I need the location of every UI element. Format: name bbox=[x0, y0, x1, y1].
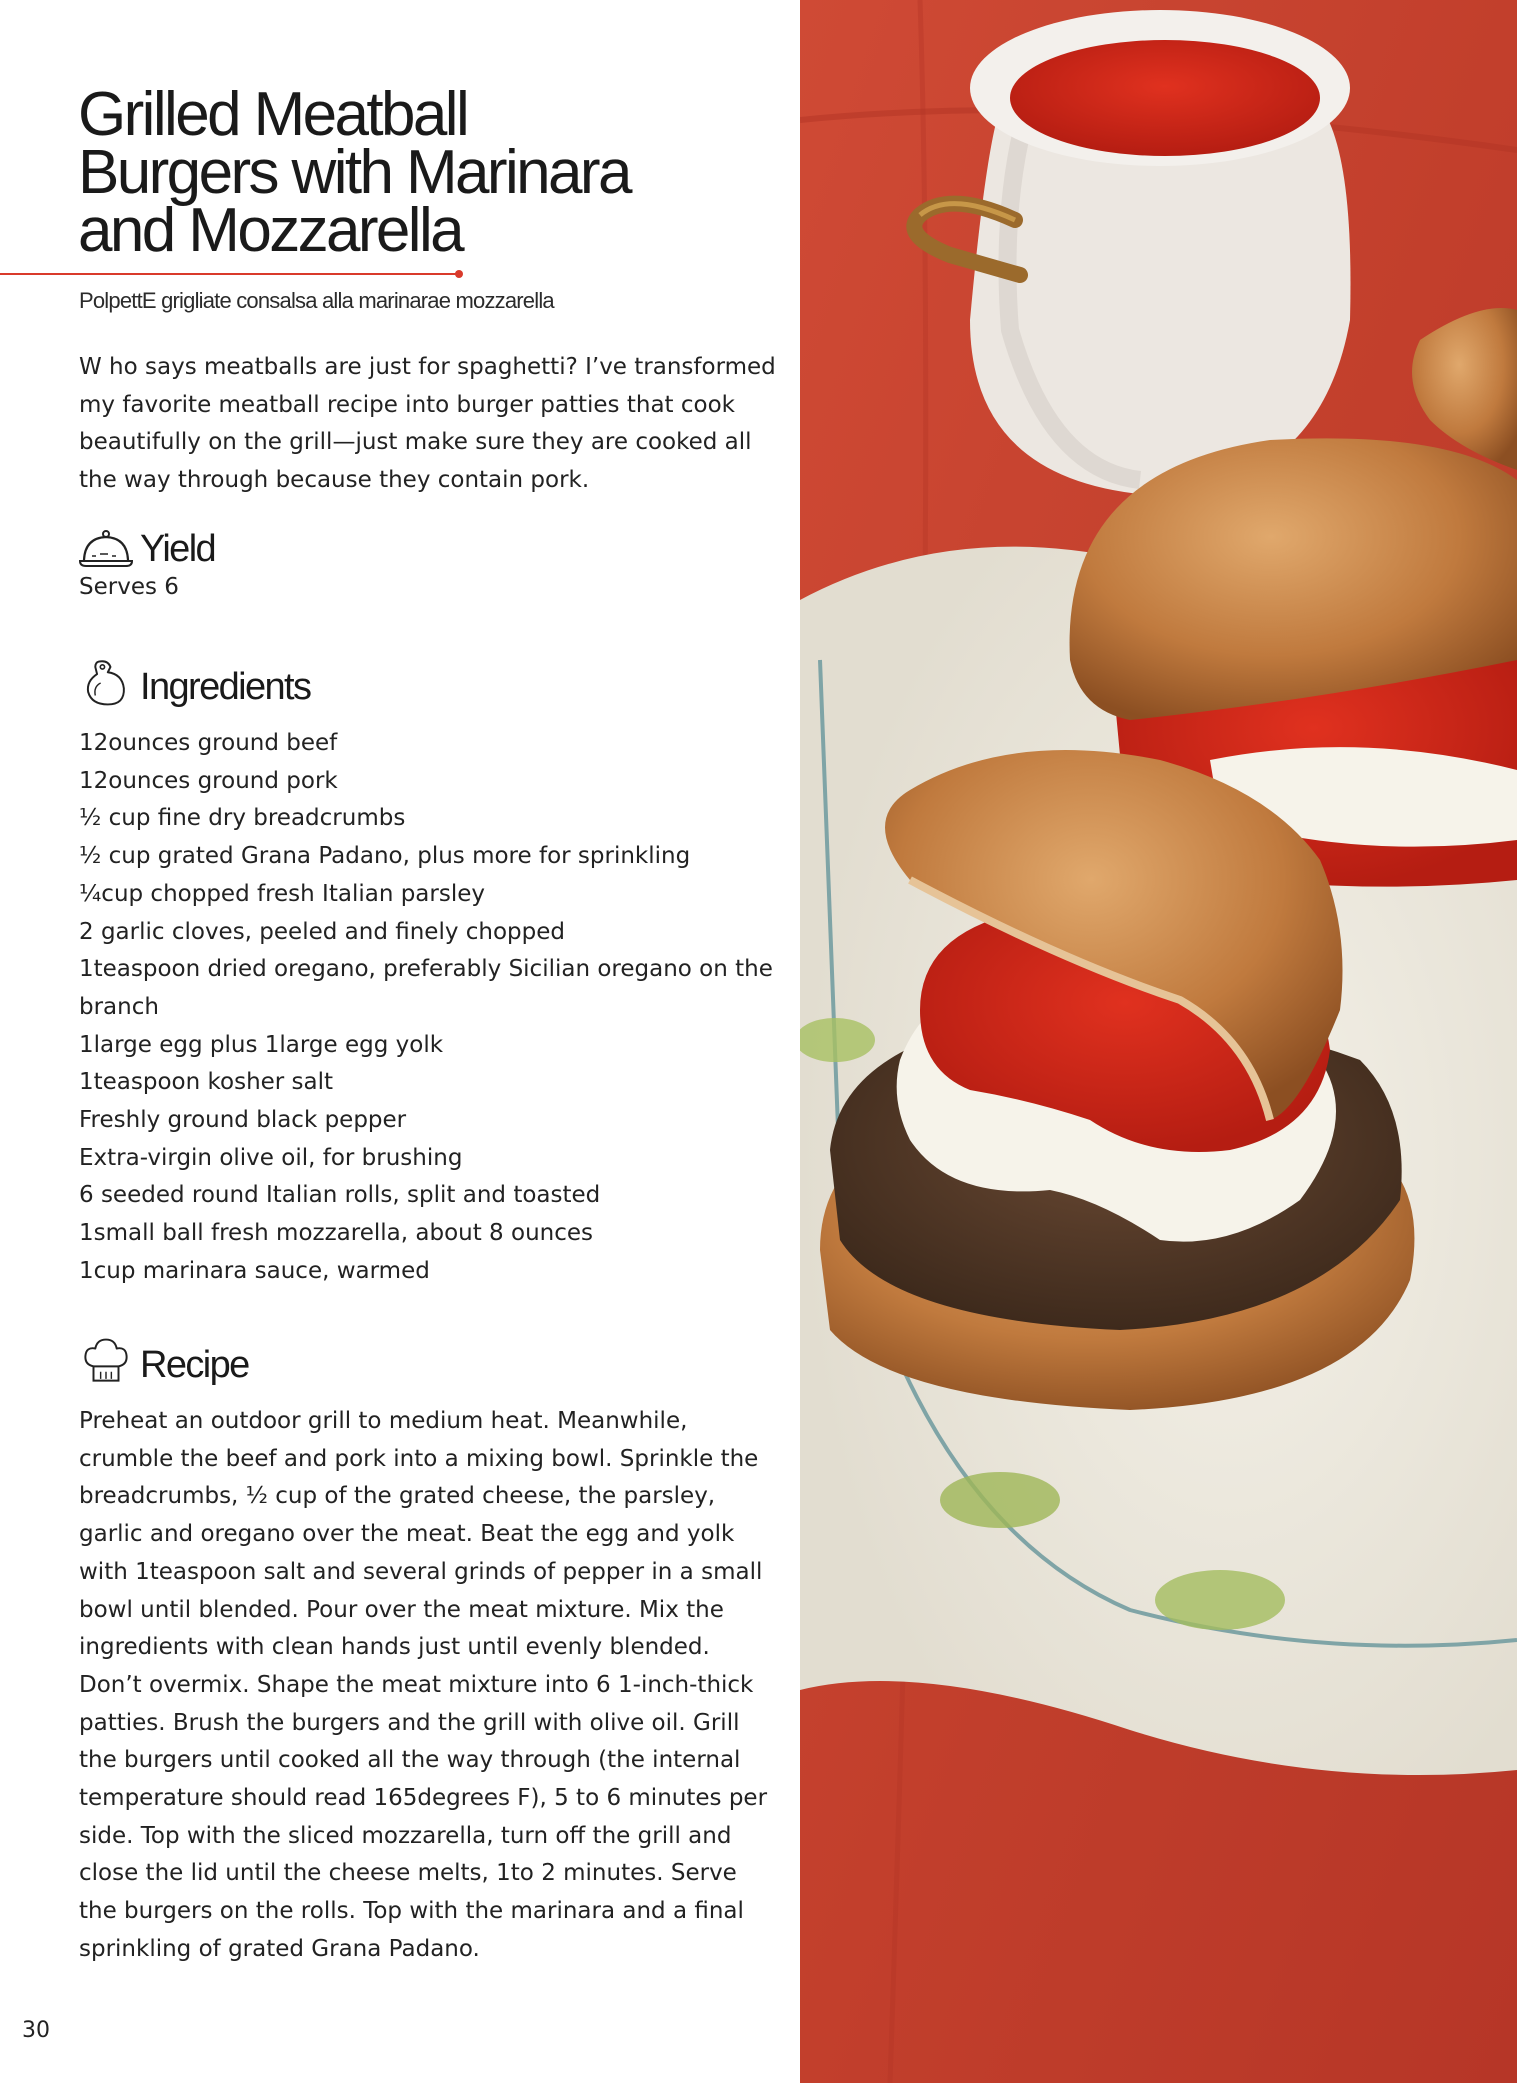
ingredient-item: ½ cup grated Grana Padano, plus more for sprinkling bbox=[79, 843, 691, 870]
ingredients-list bbox=[79, 725, 779, 1291]
ingredient-item: ¼cup chopped fresh Italian parsley bbox=[79, 880, 485, 907]
ingredient-item: 6 seeded round Italian rolls, split and toasted bbox=[79, 1182, 601, 1209]
ingredients-title: Ingredients bbox=[140, 666, 311, 708]
recipe-heading bbox=[78, 1336, 249, 1386]
yield-heading bbox=[78, 520, 215, 570]
title-underline bbox=[0, 273, 458, 275]
cutting-board-icon bbox=[78, 658, 134, 708]
chef-hat-icon bbox=[78, 1336, 134, 1386]
ingredient-item: Freshly ground black pepper bbox=[79, 1107, 407, 1134]
ingredient-item: 1teaspoon kosher salt bbox=[79, 1069, 334, 1096]
ingredient-item: 12ounces ground beef bbox=[79, 730, 338, 756]
burger-photo bbox=[800, 0, 1517, 2083]
ingredients-heading bbox=[78, 658, 310, 708]
title-line: Burgers with Marinara bbox=[78, 138, 630, 207]
title-underline-dot bbox=[455, 270, 463, 278]
recipe-title: Recipe bbox=[140, 1344, 249, 1386]
ingredient-item: 12ounces ground pork bbox=[79, 767, 338, 794]
ingredient-item: Extra-virgin olive oil, for brushing bbox=[79, 1144, 463, 1171]
ingredient-item: 2 garlic cloves, peeled and finely chopped bbox=[79, 918, 566, 945]
yield-title: Yield bbox=[140, 528, 216, 570]
ingredient-item: ½ cup fine dry breadcrumbs bbox=[79, 805, 406, 832]
page-number: 30 bbox=[22, 2018, 50, 2043]
italian-subtitle: PolpettE grigliate consalsa alla marinarae mozzarella bbox=[79, 288, 554, 313]
ingredient-item: 1teaspoon dried oregano, preferably Sicilian oregano on the branch bbox=[79, 956, 773, 1020]
recipe-instructions: Preheat an outdoor grill to medium heat. Meanwhile, crumble the beef and pork into a mixing bowl. Sprinkle the breadcrumbs, ½ cup of the grated cheese, the parsley, garlic and oregano over the meat. Beat the egg and yolk with 1teaspoon salt and several grinds of pepper in a small bowl until blended. Pour over the meat mixture. Mix the ingredients with clean hands just until evenly blended. Don’t overmix. Shape the meat mixture into 6 1-inch-thick patties. Brush the burgers and the grill with olive oil. Grill the burgers until cooked all the way through (the internal temperature should read 165degrees F), 5 to 6 minutes per side. Top with the sliced mozzarella, turn off the grill and close the lid until the cheese melts, 1to 2 minutes. Serve the burgers on the rolls. Top with the marinara and a final sprinkling of grated Grana Padano. bbox=[79, 1408, 768, 1962]
page-title bbox=[78, 80, 778, 265]
title-line: Grilled Meatball bbox=[78, 80, 468, 149]
title-line: and Mozzarella bbox=[78, 196, 463, 265]
yield-value: Serves 6 bbox=[79, 574, 179, 600]
intro-paragraph: W ho says meatballs are just for spaghetti? I’ve transformed my favorite meatball recipe into burger patties that cook beautifully on the grill—just make sure they are cooked all the way through because they contain pork. bbox=[79, 354, 776, 493]
ingredient-item: 1small ball fresh mozzarella, about 8 ounces bbox=[79, 1220, 593, 1247]
ingredient-item: 1cup marinara sauce, warmed bbox=[79, 1257, 430, 1284]
serving-cloche-icon bbox=[78, 520, 134, 570]
ingredient-item: 1large egg plus 1large egg yolk bbox=[79, 1031, 444, 1058]
